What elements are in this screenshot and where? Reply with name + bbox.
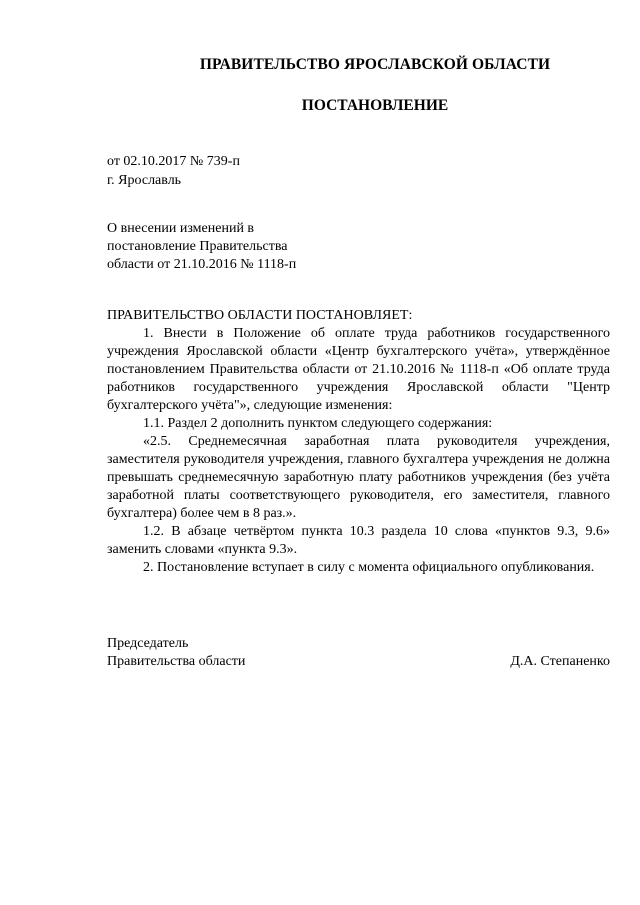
subject-line: области от 21.10.2016 № 1118-п: [107, 257, 297, 272]
signatory-position: Председатель: [107, 636, 189, 651]
date-number: от 02.10.2017 № 739-п: [107, 154, 240, 169]
signature-block: [107, 635, 610, 671]
signatory-name: Д.А. Степаненко: [510, 654, 610, 669]
document-meta: [107, 152, 240, 190]
city: г. Ярославль: [107, 173, 182, 188]
body-paragraph: 1.1. Раздел 2 дополнить пунктом следующего содержания:: [143, 416, 493, 431]
document-subject: [107, 220, 296, 274]
organization-title: ПРАВИТЕЛЬСТВО ЯРОСЛАВСКОЙ ОБЛАСТИ: [199, 56, 551, 73]
signature-row: [107, 653, 610, 671]
body-paragraph: 1. Внести в Положение об оплате труда работников государственного учреждения Ярославской области «Центр бухгалтерского учёта», утверждённое постановлением Правительства области от 21.10.2016 № 1118-п «Об оплате труда работников государственного учреждения Ярославской области "Центр бухгалтерского учёта"», следующие изменения:: [107, 326, 610, 413]
document-body: [107, 307, 610, 577]
decree-heading: ПРАВИТЕЛЬСТВО ОБЛАСТИ ПОСТАНОВЛЯЕТ:: [107, 308, 413, 323]
body-paragraph: 2. Постановление вступает в силу с момента официального опубликования.: [143, 560, 595, 575]
subject-line: О внесении изменений в: [107, 221, 255, 236]
document-type-title: ПОСТАНОВЛЕНИЕ: [301, 97, 449, 114]
signatory-position: Правительства области: [107, 654, 246, 669]
body-paragraph: «2.5. Среднемесячная заработная плата руководителя учреждения, заместителя руководителя учреждения, главного бухгалтера учреждения не должна превышать среднемесячную заработную плату работников учреждения (без учёта заработной платы соответствующего руководителя, его заместителя, главного бухгалтера) более чем в 8 раз.».: [107, 434, 610, 521]
subject-line: постановление Правительства: [107, 239, 288, 254]
body-paragraph: 1.2. В абзаце четвёртом пункта 10.3 раздела 10 слова «пунктов 9.3, 9.6» заменить словами «пункта 9.3».: [107, 524, 610, 557]
